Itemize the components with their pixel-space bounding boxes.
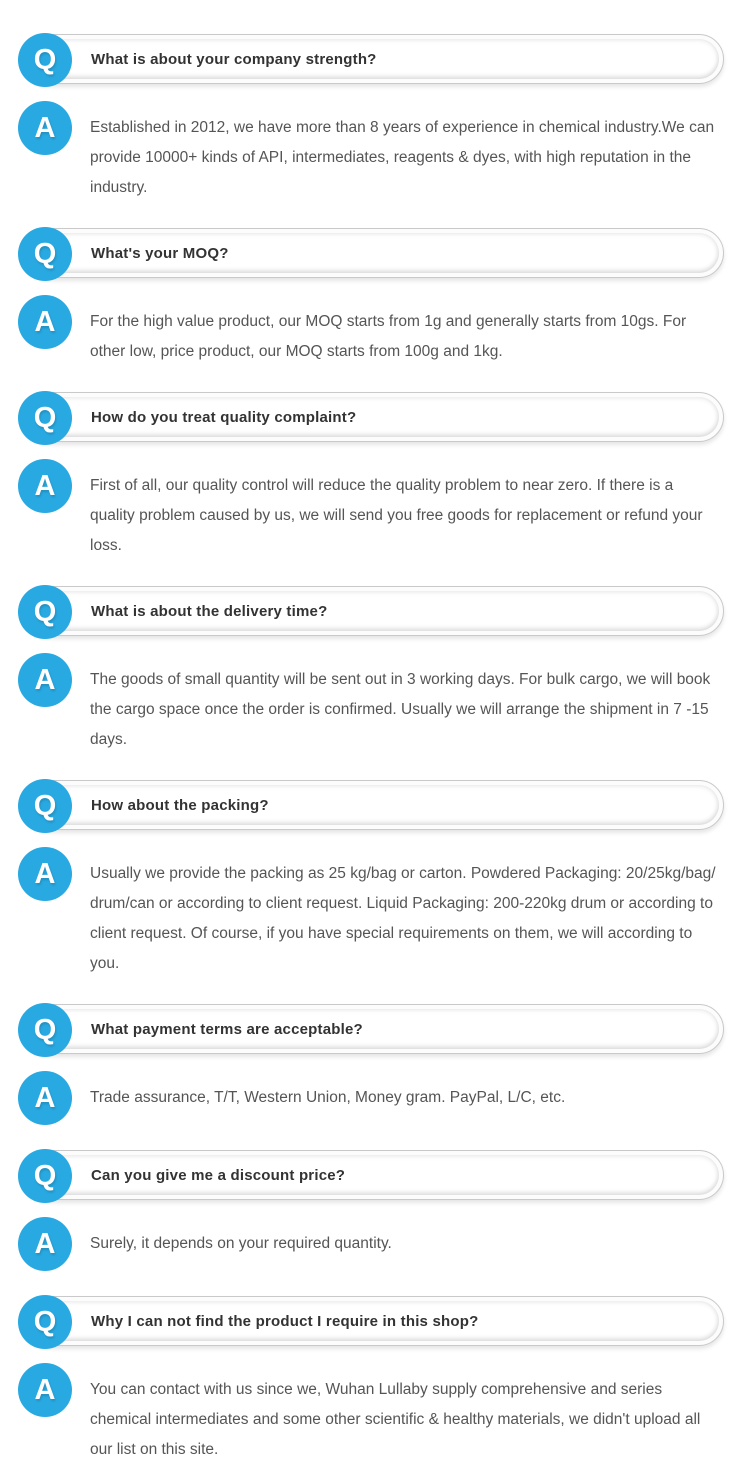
question-bar [30, 1004, 724, 1054]
question-text: What's your MOQ? [91, 244, 229, 262]
q-badge-icon: Q [18, 1149, 72, 1203]
faq-item [0, 391, 750, 561]
question-row [18, 1295, 724, 1349]
question-bar [30, 586, 724, 636]
question-bar [30, 780, 724, 830]
question-row [18, 391, 724, 445]
a-badge-icon: A [18, 459, 72, 513]
question-bar [30, 1296, 724, 1346]
a-badge-icon: A [18, 1071, 72, 1125]
faq-item [0, 585, 750, 755]
question-row [18, 1003, 724, 1057]
question-bar [30, 392, 724, 442]
question-bar-inner [35, 1009, 719, 1049]
question-bar-inner [35, 233, 719, 273]
answer-text: For the high value product, our MOQ starts from 1g and generally starts from 10gs. For other low, price product, our MOQ starts from 100g and 1kg. [90, 313, 687, 360]
question-text: What payment terms are acceptable? [91, 1020, 363, 1038]
question-text: What is about your company strength? [91, 50, 377, 68]
answer-row [18, 1071, 722, 1125]
answer-text: First of all, our quality control will reduce the quality problem to near zero. If there is a quality problem caused by us, we will send you free goods for replacement or refund your loss. [90, 477, 703, 554]
answer-text: The goods of small quantity will be sent out in 3 working days. For bulk cargo, we will book the cargo space once the order is confirmed. Usually we will arrange the shipment in 7 -15 days. [90, 671, 711, 748]
question-bar-inner [35, 397, 719, 437]
question-bar [30, 1150, 724, 1200]
question-text: Why I can not find the product I require in this shop? [91, 1312, 479, 1330]
q-badge-icon: Q [18, 391, 72, 445]
question-row [18, 33, 724, 87]
q-badge-icon: Q [18, 585, 72, 639]
question-bar-inner [35, 1301, 719, 1341]
answer-row [18, 653, 722, 755]
a-badge-icon: A [18, 653, 72, 707]
answer-text: Trade assurance, T/T, Western Union, Money gram. PayPal, L/C, etc. [90, 1089, 566, 1106]
faq-item [0, 227, 750, 367]
answer-text: You can contact with us since we, Wuhan Lullaby supply comprehensive and series chemical intermediates and some other scientific & healthy materials, we didn't upload all our list on this site. [90, 1381, 701, 1458]
question-text: Can you give me a discount price? [91, 1166, 346, 1184]
answer-row [18, 1217, 722, 1271]
q-badge-icon: Q [18, 227, 72, 281]
question-row [18, 1149, 724, 1203]
question-row [18, 779, 724, 833]
faq-item [0, 1295, 750, 1465]
answer-text: Surely, it depends on your required quantity. [90, 1235, 392, 1252]
answer-row [18, 101, 722, 203]
answer-text: Usually we provide the packing as 25 kg/bag or carton. Powdered Packaging: 20/25kg/bag/ drum/can or according to client request. Liquid Packaging: 200-220kg drum or according to client request. Of course, if you have special requirements on them, we will according to you. [90, 865, 716, 972]
answer-text: Established in 2012, we have more than 8 years of experience in chemical industry.We can provide 10000+ kinds of API, intermediates, reagents & dyes, with high reputation in the industry. [90, 119, 715, 196]
faq-item [0, 1149, 750, 1271]
q-badge-icon: Q [18, 1295, 72, 1349]
a-badge-icon: A [18, 295, 72, 349]
question-bar-inner [35, 591, 719, 631]
q-badge-icon: Q [18, 779, 72, 833]
question-row [18, 585, 724, 639]
question-text: How do you treat quality complaint? [91, 408, 357, 426]
answer-row [18, 847, 722, 979]
answer-row [18, 1363, 722, 1465]
faq-item [0, 1003, 750, 1125]
a-badge-icon: A [18, 101, 72, 155]
answer-row [18, 295, 722, 367]
question-text: What is about the delivery time? [91, 602, 328, 620]
faq-item [0, 779, 750, 979]
a-badge-icon: A [18, 1363, 72, 1417]
faq-item [0, 33, 750, 203]
question-text: How about the packing? [91, 796, 269, 814]
question-bar-inner [35, 785, 719, 825]
question-bar-inner [35, 1155, 719, 1195]
question-bar-inner [35, 39, 719, 79]
q-badge-icon: Q [18, 1003, 72, 1057]
a-badge-icon: A [18, 847, 72, 901]
q-badge-icon: Q [18, 33, 72, 87]
answer-row [18, 459, 722, 561]
question-bar [30, 228, 724, 278]
a-badge-icon: A [18, 1217, 72, 1271]
question-row [18, 227, 724, 281]
question-bar [30, 34, 724, 84]
